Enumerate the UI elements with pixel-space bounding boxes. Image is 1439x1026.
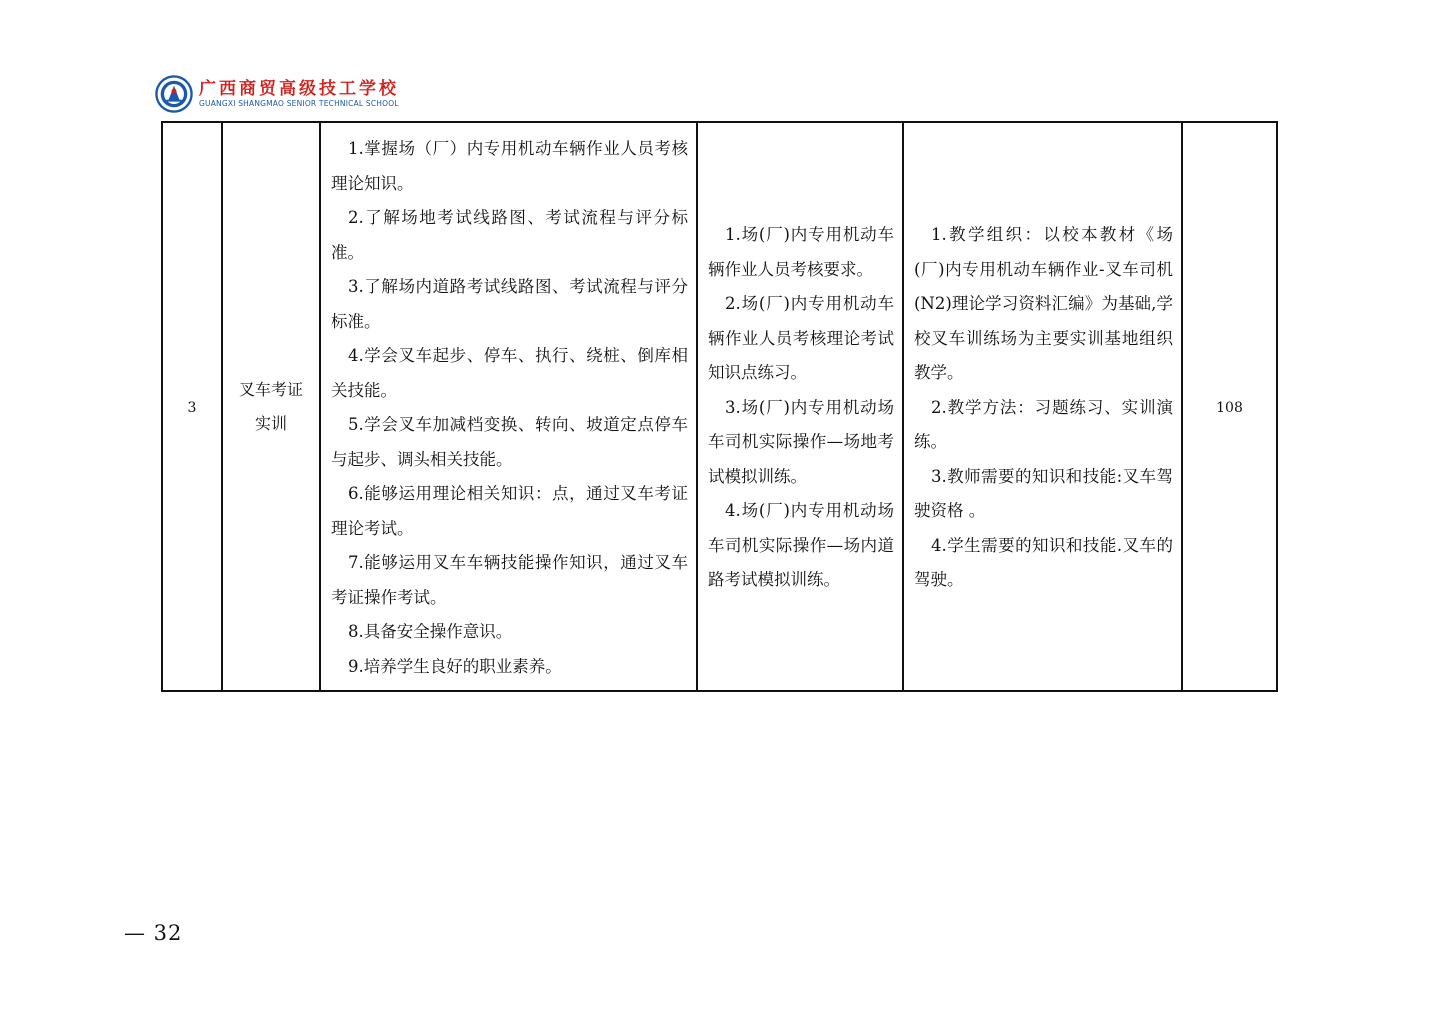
content-item: 3.场(厂)内专用机动场车司机实际操作—场地考试模拟训练。 xyxy=(708,397,894,486)
goal-item: 2.了解场地考试线路图、考试流程与评分标准。 xyxy=(331,208,688,262)
school-name-en: GUANGXI SHANGMAO SENIOR TECHNICAL SCHOOL xyxy=(199,99,399,108)
method-item: 4.学生需要的知识和技能.叉车的驾驶。 xyxy=(914,535,1173,590)
school-header xyxy=(155,72,399,116)
goal-item: 1.掌握场（厂）内专用机动车辆作业人员考核理论知识。 xyxy=(331,139,688,193)
course-table xyxy=(161,121,1278,692)
goal-item: 8.具备安全操作意识。 xyxy=(348,622,513,641)
goals-cell xyxy=(320,122,697,691)
goal-item: 7.能够运用叉车车辆技能操作知识，通过叉车考证操作考试。 xyxy=(331,553,688,607)
goal-item: 4.学会叉车起步、停车、执行、绕桩、倒库相关技能。 xyxy=(331,346,688,400)
method-item: 2.教学方法：习题练习、实训演练。 xyxy=(914,397,1173,452)
course-name-cell xyxy=(222,122,320,691)
method-item: 1.教学组织：以校本教材《场(厂)内专用机动车辆作业-叉车司机(N2)理论学习资料汇编》为基础,学校叉车训练场为主要实训基地组织教学。 xyxy=(914,225,1173,383)
class-hours: 108 xyxy=(1216,400,1243,416)
row-number-cell xyxy=(162,122,222,691)
goal-item: 3.了解场内道路考试线路图、考试流程与评分标准。 xyxy=(331,277,688,331)
content-cell xyxy=(697,122,903,691)
school-name-cn: 广西商贸高级技工学校 xyxy=(199,79,399,99)
goal-item: 5.学会叉车加减档变换、转向、坡道定点停车与起步、调头相关技能。 xyxy=(331,415,688,469)
school-emblem-icon xyxy=(155,75,193,113)
content-item: 2.场(厂)内专用机动车辆作业人员考核理论考试知识点练习。 xyxy=(708,294,894,383)
method-cell xyxy=(903,122,1182,691)
row-number: 3 xyxy=(187,400,197,416)
course-name-line2: 实训 xyxy=(254,413,287,433)
hours-cell xyxy=(1182,122,1277,691)
goal-item: 9.培养学生良好的职业素养。 xyxy=(348,656,562,676)
table-row xyxy=(162,122,1277,691)
course-name-line1: 叉车考证 xyxy=(238,379,303,399)
content-item: 4.场(厂)内专用机动场车司机实际操作—场内道路考试模拟训练。 xyxy=(708,501,894,590)
method-item: 3.教师需要的知识和技能:叉车驾驶资格 。 xyxy=(914,466,1173,521)
content-item: 1.场(厂)内专用机动车辆作业人员考核要求。 xyxy=(708,225,894,279)
goal-item: 6.能够运用理论相关知识：点，通过叉车考证理论考试。 xyxy=(331,484,688,538)
page-number: — 32 xyxy=(124,921,183,945)
